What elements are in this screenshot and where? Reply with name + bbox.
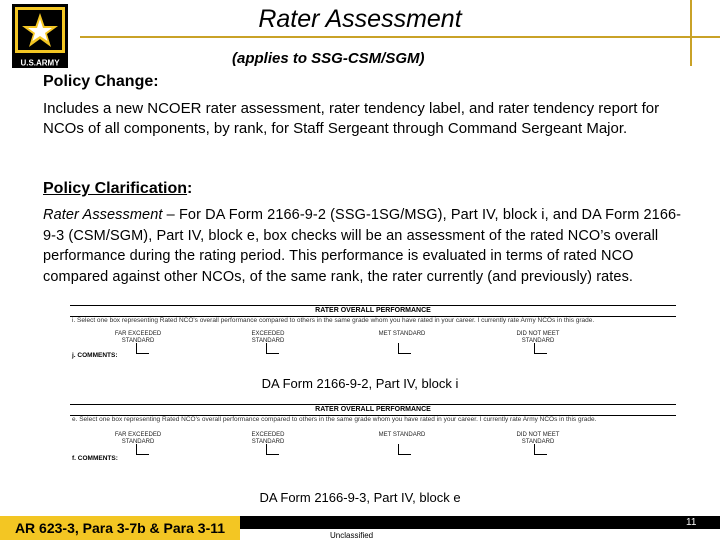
policy-change-heading: Policy Change: bbox=[43, 73, 159, 90]
form-excerpt-2166-9-2 bbox=[70, 305, 676, 373]
form2-option-did-not-meet: DID NOT MEET STANDARD bbox=[516, 432, 560, 445]
logo-wordmark: U.S.ARMY bbox=[20, 58, 60, 68]
form1-instruction: i. Select one box representing Rated NCO's overall performance compared to others in the same grade whom you have rated in your career. I currently rate Army NCOs in this grade. bbox=[72, 317, 595, 324]
form2-checkbox-met[interactable] bbox=[398, 444, 411, 455]
policy-clarification-heading bbox=[43, 180, 192, 198]
form1-caption: DA Form 2166-9-2, Part IV, block i bbox=[261, 376, 459, 391]
policy-change-text: Includes a new NCOER rater assessment, rater tendency label, and rater tendency report for NCOs of all components, by rank, for Staff Sergeant through Command Sergeant Major. bbox=[43, 100, 660, 137]
form2-header: RATER OVERALL PERFORMANCE bbox=[70, 404, 676, 416]
accent-horizontal-line bbox=[80, 36, 720, 38]
form1-checkbox-far-exceeded[interactable] bbox=[136, 343, 149, 354]
page-number: 11 bbox=[686, 517, 697, 528]
policy-clarification-text bbox=[43, 205, 693, 287]
form2-instruction: e. Select one box representing Rated NCO's overall performance compared to others in the same grade whom you have rated in your career. I currently rate Army NCOs in this grade. bbox=[72, 416, 597, 423]
policy-clarification-colon: : bbox=[187, 180, 193, 197]
form1-option-met: MET STANDARD bbox=[378, 331, 426, 337]
classification-marking: Unclassified bbox=[330, 531, 374, 540]
page-subtitle: (applies to SSG-CSM/SGM) bbox=[232, 50, 425, 67]
form1-checkbox-did-not-meet[interactable] bbox=[534, 343, 547, 354]
form1-comments-label: j. COMMENTS: bbox=[72, 352, 118, 359]
form1-checkbox-exceeded[interactable] bbox=[266, 343, 279, 354]
form1-option-did-not-meet: DID NOT MEET STANDARD bbox=[516, 331, 560, 344]
form1-option-far-exceeded: FAR EXCEEDED STANDARD bbox=[114, 331, 162, 344]
form-excerpt-2166-9-3 bbox=[70, 404, 676, 470]
form2-checkbox-did-not-meet[interactable] bbox=[534, 444, 547, 455]
page-title: Rater Assessment bbox=[258, 5, 462, 33]
policy-clarification-heading-text: Policy Clarification bbox=[43, 180, 188, 197]
form2-option-met: MET STANDARD bbox=[378, 432, 426, 438]
rater-assessment-lead: Rater Assessment bbox=[43, 207, 163, 223]
form1-header: RATER OVERALL PERFORMANCE bbox=[70, 305, 676, 317]
form2-option-exceeded: EXCEEDED STANDARD bbox=[251, 432, 285, 445]
form2-comments-label: f. COMMENTS: bbox=[72, 455, 118, 462]
form1-option-exceeded: EXCEEDED STANDARD bbox=[251, 331, 285, 344]
form2-caption: DA Form 2166-9-3, Part IV, block e bbox=[259, 490, 461, 505]
policy-clarification-body: – For DA Form 2166-9-2 (SSG-1SG/MSG), Part IV, block i, and DA Form 2166-9-3 (CSM/SGM), Part IV, block e, box checks will be an assessment of the rated NCO’s overall performance during the rating period. This performance is evaluated in terms of rated NCO compared against other NCOs, of the same rank, the rater currently (and previously) rates. bbox=[43, 207, 682, 285]
form1-checkbox-met[interactable] bbox=[398, 343, 411, 354]
form2-checkbox-far-exceeded[interactable] bbox=[136, 444, 149, 455]
regulation-citation: AR 623-3, Para 3-7b & Para 3-11 bbox=[0, 516, 240, 540]
form2-option-far-exceeded: FAR EXCEEDED STANDARD bbox=[114, 432, 162, 445]
form2-checkbox-exceeded[interactable] bbox=[266, 444, 279, 455]
